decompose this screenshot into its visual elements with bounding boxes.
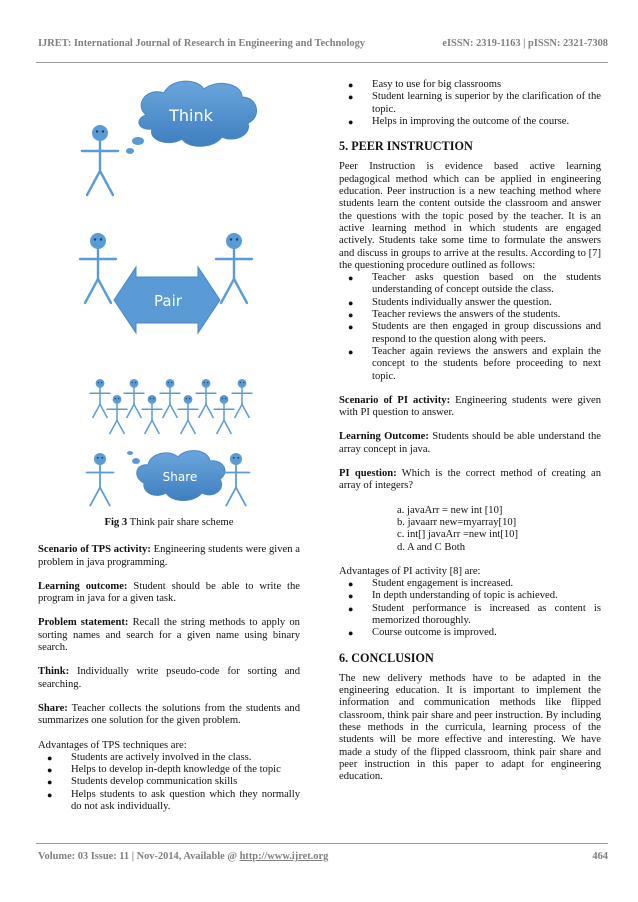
caption-number: Fig 3 xyxy=(104,517,128,528)
tps-scenario-label: Scenario of TPS activity: xyxy=(38,544,151,556)
list-item xyxy=(38,789,300,814)
think-paragraph xyxy=(38,666,300,691)
tps-scenario-text: Engineering students were given a problem in java programming. xyxy=(38,544,301,568)
list-item-text: Students develop communication skills xyxy=(71,776,238,788)
list-item xyxy=(339,79,601,91)
list-item xyxy=(339,346,601,383)
list-item-text: Students are then engaged in group discussions and respond to the question along with peers. xyxy=(372,321,601,345)
pi-outcome-label: Learning Outcome: xyxy=(339,431,429,443)
person-icon xyxy=(107,395,127,434)
bullet-icon: ● xyxy=(348,322,354,333)
list-item xyxy=(38,776,300,788)
section-heading-peer-instruction: 5. PEER INSTRUCTION xyxy=(339,139,473,154)
issn-info: eISSN: 2319-1163 | pISSN: 2321-7308 xyxy=(442,38,608,49)
list-item xyxy=(339,603,601,628)
conclusion-paragraph: The new delivery methods have to be adapted in the engineering education. It is important to implement the information and communication methods like flipped classroom, think pair share and peer instruction. By including these methods in the curricula, learning process of the students will be more effective and interesting. We have made a study of the flipped classroom, think pair share and peer instruction in this paper to adapt for engineering education. xyxy=(339,672,601,783)
pair-arrow xyxy=(114,267,220,333)
list-item-text: Student engagement is increased. xyxy=(372,578,514,590)
tps-diagram xyxy=(38,75,300,515)
list-item xyxy=(339,297,601,309)
person-icon xyxy=(80,233,116,303)
list-item-text: Student performance is increased as content is memorized thoroughly. xyxy=(372,602,601,626)
list-item xyxy=(339,321,601,346)
person-icon xyxy=(160,379,180,418)
left-column xyxy=(38,75,300,825)
bullet-icon: ● xyxy=(348,603,354,614)
header-rule xyxy=(36,62,608,63)
pi-advantages-intro: Advantages of PI activity [8] are: xyxy=(339,565,481,577)
list-item-text: Students individually answer the question. xyxy=(372,296,552,308)
list-item xyxy=(339,627,601,639)
right-column xyxy=(339,79,601,796)
person-icon xyxy=(223,453,250,506)
person-icon xyxy=(82,125,118,195)
list-item-text: Course outcome is improved. xyxy=(372,627,497,639)
answer-option: c. int[] javaArr =new int[10] xyxy=(397,529,518,541)
person-icon xyxy=(232,379,252,418)
figure-caption xyxy=(38,517,300,529)
list-item xyxy=(339,116,601,128)
problem-statement-label: Problem statement: xyxy=(38,617,129,629)
pi-question-label: PI question: xyxy=(339,468,397,480)
learning-outcome-label: Learning outcome: xyxy=(38,580,128,592)
problem-statement-text: Recall the string methods to apply on sorting names and search for a given name using binary search. xyxy=(38,617,300,654)
bullet-icon: ● xyxy=(348,273,354,284)
share-step-text: Teacher collects the solutions from the students and summarizes one solution for the given problem. xyxy=(38,702,300,727)
journal-link[interactable]: http://www.ijret.org xyxy=(239,851,329,862)
section-heading-conclusion: 6. CONCLUSION xyxy=(339,650,434,665)
caption-text: Think pair share scheme xyxy=(127,517,234,528)
answer-options xyxy=(397,505,601,554)
bullet-icon: ● xyxy=(348,579,354,590)
pi-steps-list xyxy=(339,272,601,383)
bullet-icon: ● xyxy=(348,346,354,357)
bullet-icon: ● xyxy=(348,92,354,103)
pi-outcome-paragraph xyxy=(339,431,601,456)
person-icon xyxy=(178,395,198,434)
list-item-text: Teacher again reviews the answers and explain the concept to the students before proceeding to next topic. xyxy=(372,345,601,382)
think-label: Think xyxy=(169,106,213,125)
pi-scenario-label: Scenario of PI activity: xyxy=(339,394,451,406)
bullet-icon: ● xyxy=(47,777,53,788)
bullet-icon: ● xyxy=(47,752,53,763)
list-item xyxy=(339,91,601,116)
share-paragraph xyxy=(38,703,300,728)
list-item xyxy=(339,309,601,321)
bullet-icon: ● xyxy=(348,116,354,127)
bullet-icon: ● xyxy=(348,310,354,321)
pi-scenario-paragraph xyxy=(339,395,601,420)
list-item-text: Helps to develop in-depth knowledge of the topic xyxy=(71,764,281,776)
person-icon xyxy=(90,379,110,418)
person-icon xyxy=(214,395,234,434)
page-number: 464 xyxy=(592,851,608,862)
list-item xyxy=(339,272,601,297)
list-item xyxy=(339,578,601,590)
list-item-text: In depth understanding of topic is achieved. xyxy=(372,590,558,602)
pi-advantages-list xyxy=(339,578,601,639)
pi-outcome-text: Students should be able understand the array concept in java. xyxy=(339,431,601,455)
pi-question-text: Which is the correct method of creating an array of integers? xyxy=(339,468,602,492)
learning-outcome-paragraph xyxy=(38,581,300,606)
answer-option: d. A and C Both xyxy=(397,541,465,553)
list-item-text: Helps students to ask question which they normally do not ask individually. xyxy=(71,788,300,813)
page-footer xyxy=(38,851,608,862)
share-step-label: Share: xyxy=(38,702,68,714)
bullet-icon: ● xyxy=(348,591,354,602)
bullet-icon: ● xyxy=(47,789,53,800)
pi-scenario-text: Engineering students were given with PI question to answer. xyxy=(339,394,601,419)
volume-info xyxy=(38,851,328,862)
list-item-text: Easy to use for big classrooms xyxy=(372,79,502,90)
think-pair-share-figure xyxy=(38,75,300,515)
answer-option: b. javaarr new=myarray[10] xyxy=(397,516,517,528)
person-icon xyxy=(216,233,252,303)
bullet-icon: ● xyxy=(348,80,354,90)
bullet-icon: ● xyxy=(348,628,354,639)
list-item-text: Students are actively involved in the class. xyxy=(71,751,252,763)
tps-advantages-intro: Advantages of TPS techniques are: xyxy=(38,739,187,751)
list-item-text: Student learning is superior by the clarification of the topic. xyxy=(372,91,601,115)
share-cloud xyxy=(127,451,225,501)
person-icon xyxy=(196,379,216,418)
think-step-label: Think: xyxy=(38,666,70,678)
bullet-icon: ● xyxy=(47,765,53,776)
list-item-text: Teacher reviews the answers of the students. xyxy=(372,309,561,321)
think-cloud xyxy=(126,81,257,154)
list-item-text: Teacher asks question based on the students understanding of concept outside the class. xyxy=(372,272,601,296)
learning-outcome-text: Student should be able to write the program in java for a given task. xyxy=(38,580,300,605)
continued-advantages-list xyxy=(339,79,601,128)
volume-text: Volume: 03 Issue: 11 | Nov-2014, Available @ xyxy=(38,851,240,862)
answer-option: a. javaArr = new int [10] xyxy=(397,504,503,516)
pair-label: Pair xyxy=(154,292,182,310)
pi-paragraph: Peer Instruction is evidence based active learning pedagogical method which can be applied in engineering education. Peer instruction is a new teaching method where students learn the content outside the classroom and answer the questions with the topic posed by the teacher. It is an active learning method in which students are engaged actively. Students take some time to formulate the answers and discuss in groups to arrive at the results. According to [7] the questioning procedure outlined as follows: xyxy=(339,161,601,271)
person-icon xyxy=(142,395,162,434)
page-header xyxy=(38,38,608,49)
list-item xyxy=(38,752,300,764)
person-icon xyxy=(124,379,144,418)
problem-statement-paragraph xyxy=(38,617,300,654)
tps-scenario-paragraph xyxy=(38,544,300,569)
person-icon xyxy=(87,453,114,506)
list-item-text: Helps in improving the outcome of the course. xyxy=(372,115,570,127)
pi-question-paragraph xyxy=(339,468,601,493)
footer-rule xyxy=(36,843,608,844)
share-label: Share xyxy=(162,470,198,484)
journal-title: IJRET: International Journal of Research in Engineering and Technology xyxy=(38,38,365,49)
think-step-text: Individually write pseudo-code for sorting and searching. xyxy=(38,666,300,690)
list-item xyxy=(339,590,601,602)
bullet-icon: ● xyxy=(348,297,354,308)
list-item xyxy=(38,764,300,776)
tps-advantages-list xyxy=(38,752,300,813)
